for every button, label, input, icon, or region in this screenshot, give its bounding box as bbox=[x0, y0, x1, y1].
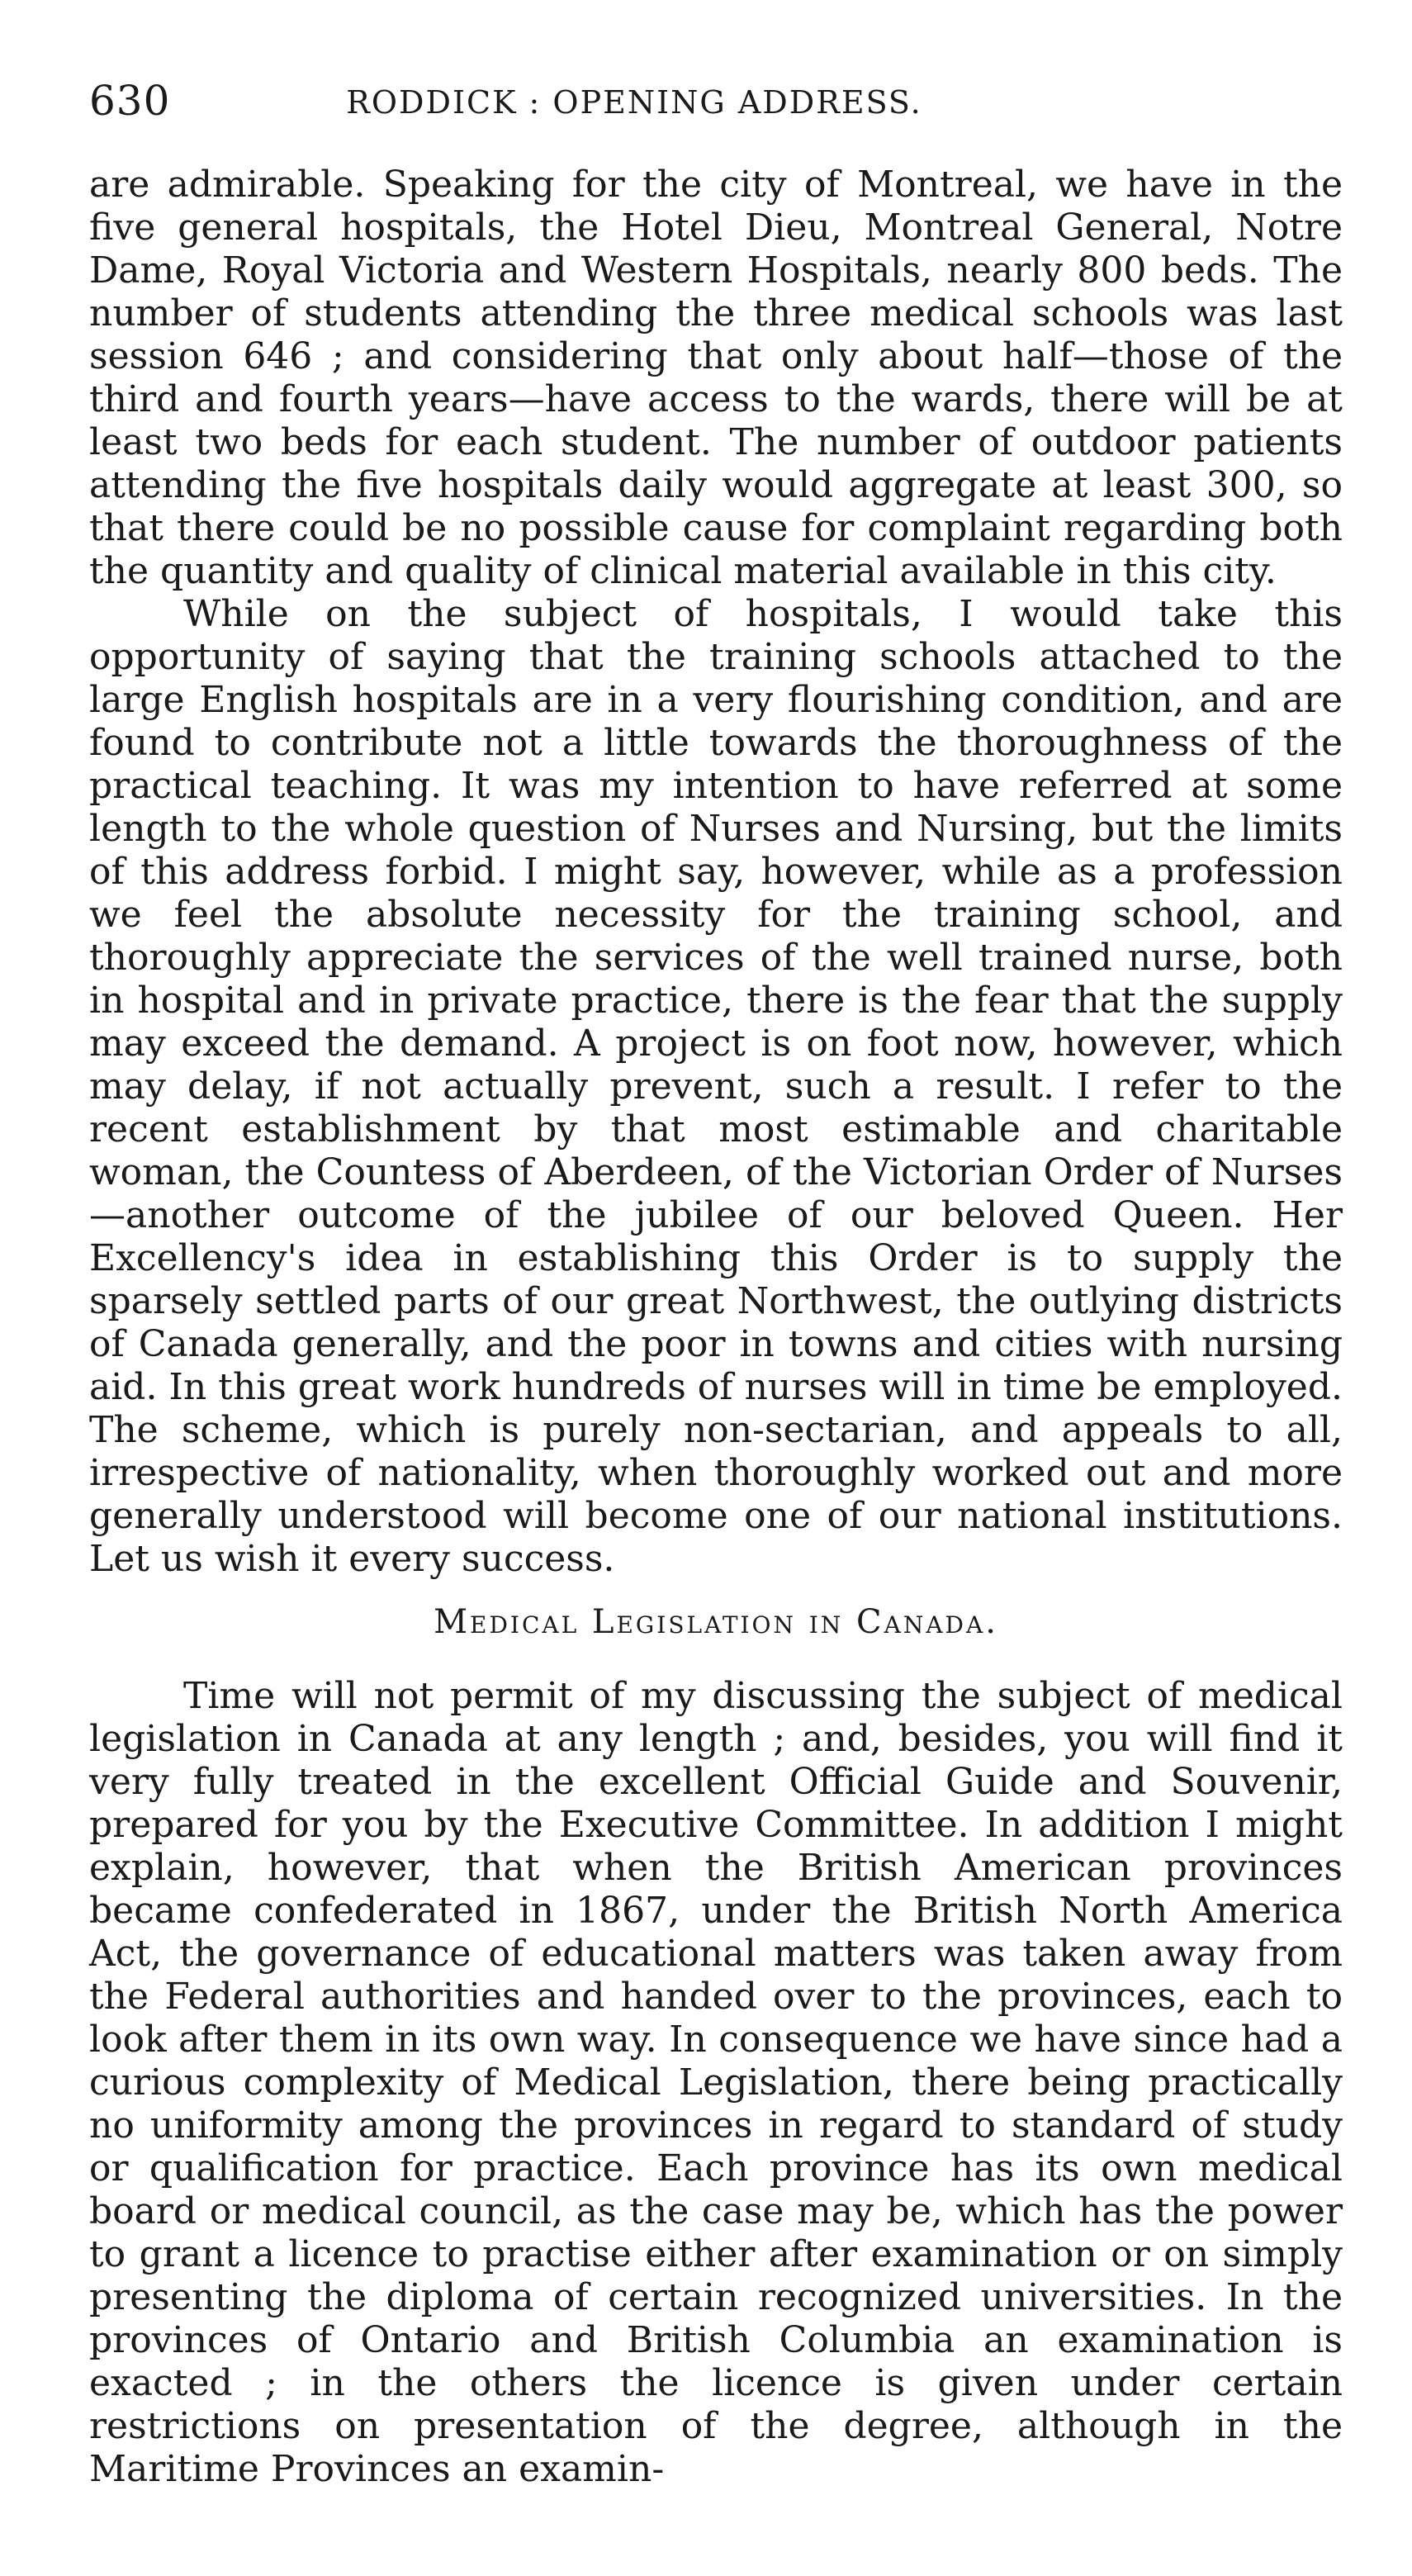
paragraph-nursing: While on the subject of hospitals, I would take this opportunity of saying that the training schools attached to the large English hospitals are in a very flourishing condition, and are found to contribute not a little towards the thoroughness of the practical teaching. It was my intention to have referred at some length to the whole question of Nurses and Nursing, but the limits of this address forbid. I might say, however, while as a profession we feel the absolute necessity for the training school, and thoroughly appreciate the services of the well trained nurse, both in hospital and in private practice, there is the fear that the supply may exceed the demand. A project is on foot now, however, which may delay, if not actually prevent, such a result. I refer to the recent establishment by that most estimable and charitable woman, the Countess of Aberdeen, of the Victorian Order of Nurses—another outcome of the jubilee of our beloved Queen. Her Excellency's idea in establishing this Order is to supply the sparsely settled parts of our great Northwest, the outlying districts of Canada generally, and the poor in towns and cities with nursing aid. In this great work hundreds of nurses will in time be employed. The scheme, which is purely non-sectarian, and appeals to all, irrespective of nationality, when thoroughly worked out and more generally understood will become one of our national institutions. Let us wish it every success. bbox=[89, 593, 1343, 1580]
section-heading: Medical Legislation in Canada. bbox=[434, 1603, 998, 1641]
body-text bbox=[89, 164, 1343, 2491]
paragraph-hospitals-montreal: are admirable. Speaking for the city of Montreal, we have in the five general hospitals, the Hotel Dieu, Montreal General, Notre Dame, Royal Victoria and Western Hospitals, nearly 800 beds. The number of students attending the three medical schools was last session 646 ; and considering that only about half—those of the third and fourth years—have access to the wards, there will be at least two beds for each student. The number of outdoor patients attending the five hospitals daily would aggregate at least 300, so that there could be no possible cause for complaint regarding both the quantity and quality of clinical material available in this city. bbox=[89, 164, 1343, 592]
paragraph-medical-legislation: Time will not permit of my discussing the subject of medical legislation in Canada at any length ; and, besides, you will find it very fully treated in the excellent Official Guide and Souvenir, prepared for you by the Executive Committee. In addition I might explain, however, that when the British American provinces became confederated in 1867, under the British North America Act, the governance of educational matters was taken away from the Federal authorities and handed over to the provinces, each to look after them in its own way. In consequence we have since had a curious complexity of Medical Legislation, there being practically no uniformity among the provinces in regard to standard of study or qualification for practice. Each province has its own medical board or medical council, as the case may be, which has the power to grant a licence to practise either after examination or on simply presenting the diploma of certain recognized universities. In the provinces of Ontario and British Columbia an examination is exacted ; in the others the licence is given under certain restrictions on presentation of the degree, although in the Maritime Provinces an examin- bbox=[89, 1675, 1343, 2490]
running-head: RODDICK : OPENING ADDRESS. bbox=[346, 84, 922, 121]
page-header bbox=[89, 76, 1344, 126]
page-number: 630 bbox=[89, 77, 171, 125]
